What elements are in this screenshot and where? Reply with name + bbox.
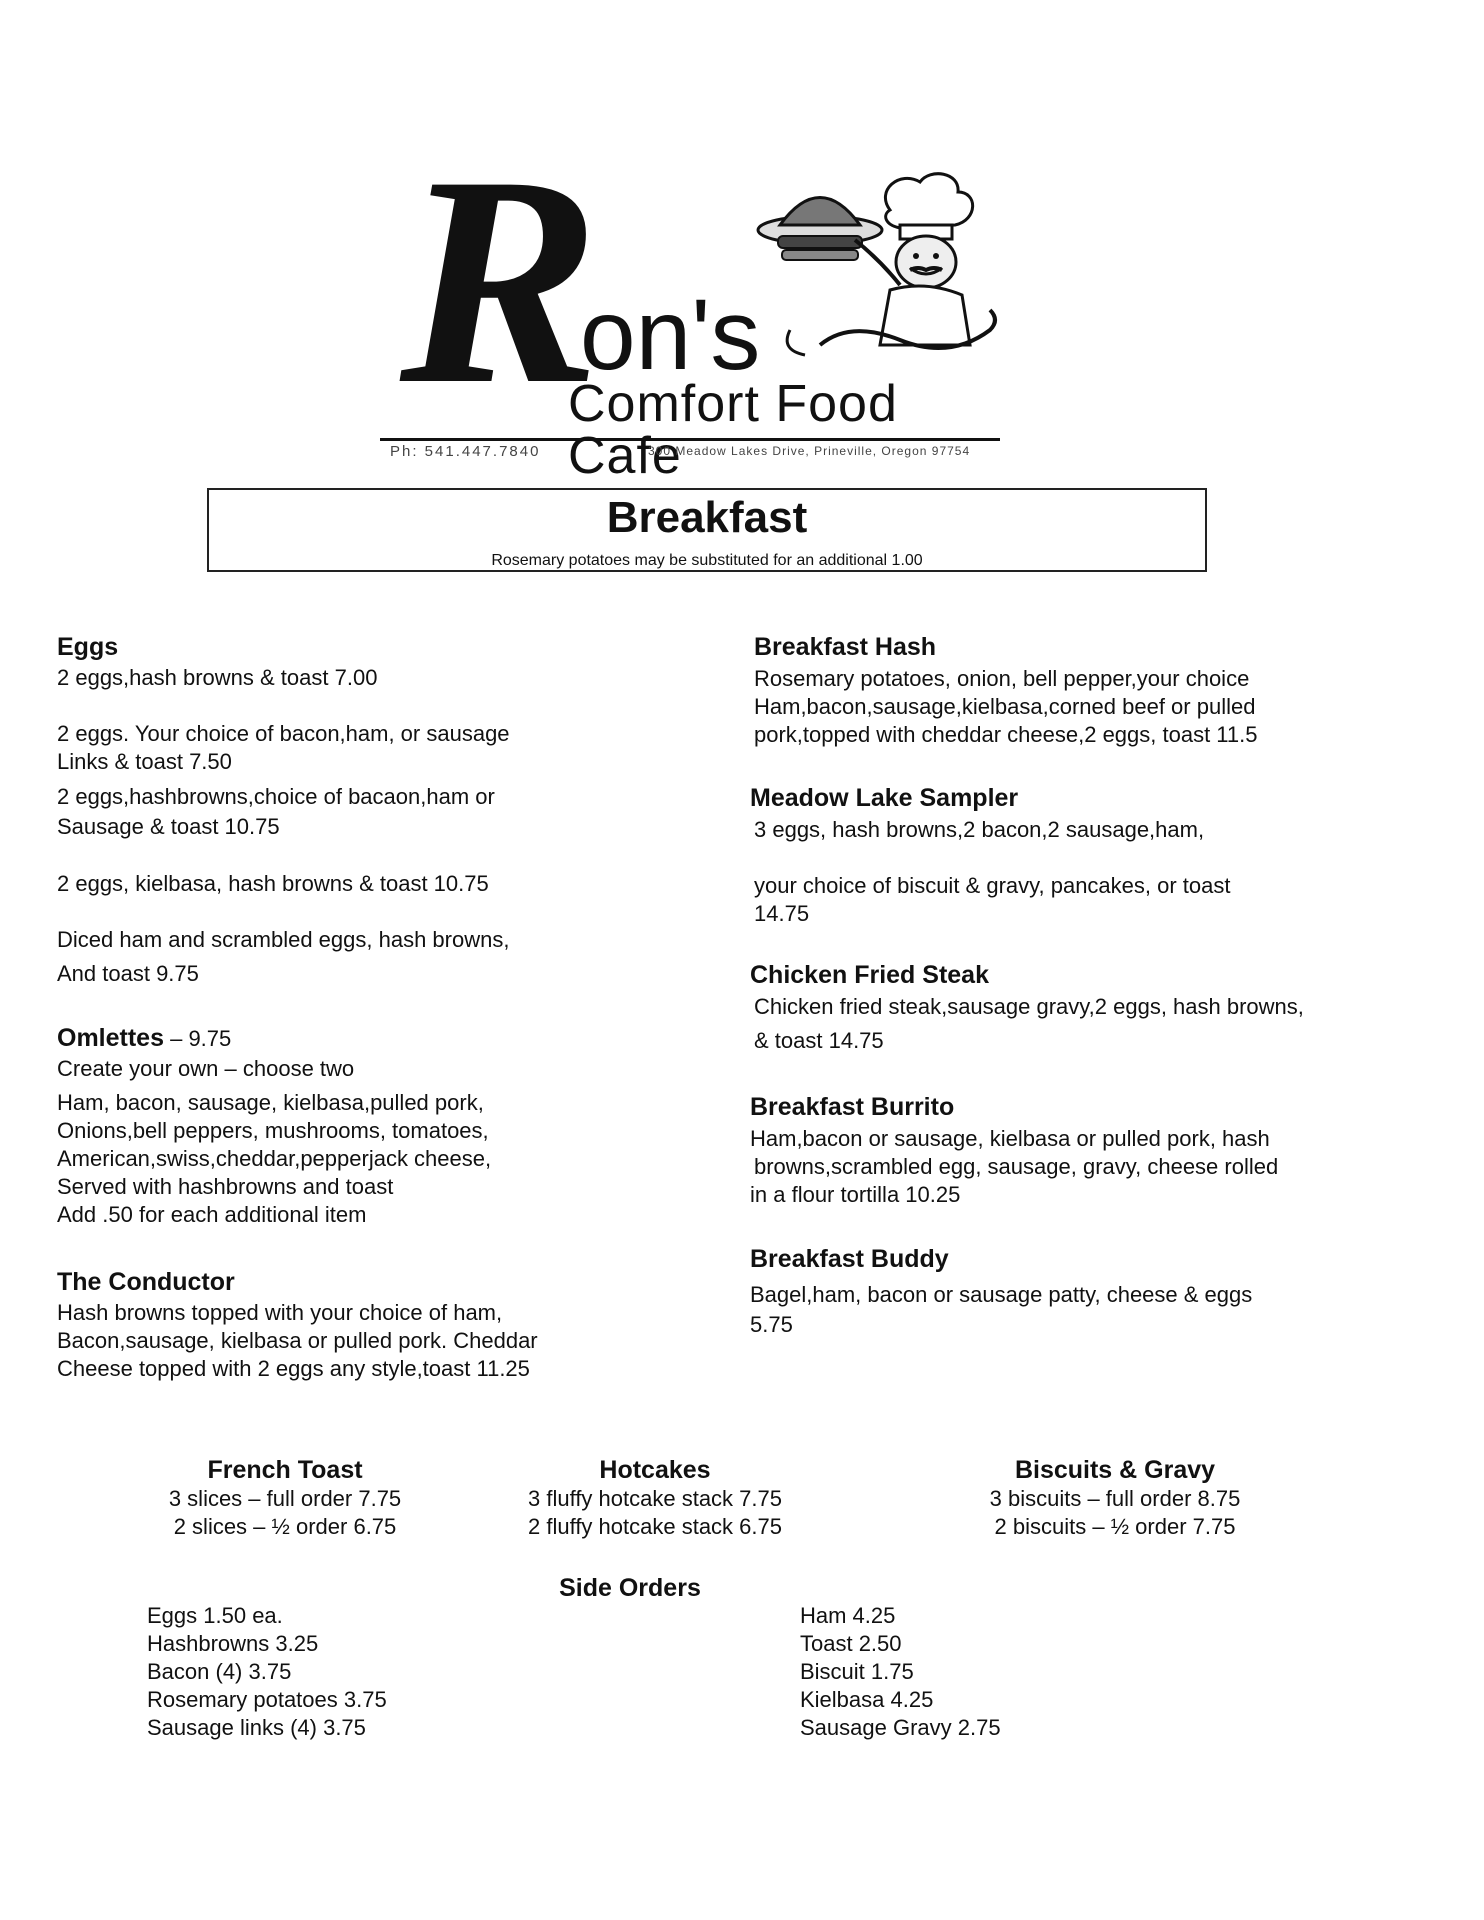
side-item: Toast 2.50 <box>800 1631 902 1656</box>
eggs-line: Diced ham and scrambled eggs, hash browns, <box>57 927 510 952</box>
eggs-title: Eggs <box>57 633 119 661</box>
page-title: Breakfast <box>606 493 808 542</box>
omelettes-line: Create your own – choose two <box>57 1056 355 1081</box>
hash-line: Rosemary potatoes, onion, bell pepper,your choice <box>754 666 1250 691</box>
eggs-line: 2 eggs,hashbrowns,choice of bacaon,ham or <box>57 784 495 809</box>
hotcakes-line: 3 fluffy hotcake stack 7.75 <box>528 1486 782 1511</box>
logo-ons: on's <box>580 279 761 391</box>
steak-line: & toast 14.75 <box>754 1028 884 1053</box>
conductor-line: Bacon,sausage, kielbasa or pulled pork. Cheddar <box>57 1328 538 1353</box>
french-toast-title: French Toast <box>207 1456 363 1484</box>
sampler-line: your choice of biscuit & gravy, pancakes, or toast <box>754 873 1231 898</box>
hotcakes-title: Hotcakes <box>599 1456 711 1484</box>
side-item: Sausage links (4) 3.75 <box>147 1715 366 1740</box>
burrito-line: browns,scrambled egg, sausage, gravy, cheese rolled <box>754 1154 1279 1179</box>
eggs-line: 2 eggs,hash browns & toast 7.00 <box>57 665 378 690</box>
hash-line: Ham,bacon,sausage,kielbasa,corned beef or pulled <box>754 694 1256 719</box>
logo <box>380 114 1020 485</box>
omelettes-line: Served with hashbrowns and toast <box>57 1174 394 1199</box>
omelettes-title <box>57 1023 231 1054</box>
conductor-line: Cheese topped with 2 eggs any style,toast 11.25 <box>57 1356 530 1381</box>
buddy-title: Breakfast Buddy <box>750 1245 949 1273</box>
biscuits-line: 3 biscuits – full order 8.75 <box>989 1486 1241 1511</box>
omelettes-title-text: Omlettes <box>57 1024 164 1052</box>
sampler-title: Meadow Lake Sampler <box>750 784 1019 812</box>
logo-subtitle: Comfort Food Cafe <box>568 375 898 485</box>
conductor-line: Hash browns topped with your choice of ham, <box>57 1300 503 1325</box>
eggs-line: 2 eggs, kielbasa, hash browns & toast 10.75 <box>57 871 489 896</box>
conductor-title: The Conductor <box>57 1268 235 1296</box>
biscuits-line: 2 biscuits – ½ order 7.75 <box>994 1514 1236 1539</box>
sampler-line: 14.75 <box>754 901 810 926</box>
french-toast-block <box>130 1455 440 1541</box>
omelettes-price: – 9.75 <box>163 1026 232 1051</box>
side-orders-left <box>147 1602 387 1742</box>
breakfast-header-box <box>207 488 1207 572</box>
eggs-line: Links & toast 7.50 <box>57 749 232 774</box>
side-item: Eggs 1.50 ea. <box>147 1603 283 1628</box>
eggs-line: Sausage & toast 10.75 <box>57 814 280 839</box>
header-note: Rosemary potatoes may be substituted for an additional 1.00 <box>491 552 923 569</box>
logo-phone: Ph: 541.447.7840 <box>390 443 541 460</box>
omelettes-line: Ham, bacon, sausage, kielbasa,pulled pork, <box>57 1090 484 1115</box>
logo-address: 300 Meadow Lakes Drive, Prineville, Oregon 97754 <box>648 444 971 458</box>
side-item: Bacon (4) 3.75 <box>147 1659 292 1684</box>
steak-line: Chicken fried steak,sausage gravy,2 eggs, hash browns, <box>754 994 1304 1019</box>
hotcakes-line: 2 fluffy hotcake stack 6.75 <box>528 1514 782 1539</box>
sampler-line: 3 eggs, hash browns,2 bacon,2 sausage,ham, <box>754 817 1205 842</box>
side-item: Rosemary potatoes 3.75 <box>147 1687 387 1712</box>
buddy-line: 5.75 <box>750 1312 793 1337</box>
hotcakes-block <box>500 1455 810 1541</box>
omelettes-line: Onions,bell peppers, mushrooms, tomatoes, <box>57 1118 489 1143</box>
eggs-line: And toast 9.75 <box>57 961 199 986</box>
omelettes-line: American,swiss,cheddar,pepperjack cheese, <box>57 1146 492 1171</box>
buddy-line: Bagel,ham, bacon or sausage patty, cheese & eggs <box>750 1282 1253 1307</box>
side-orders-title: Side Orders <box>559 1574 701 1602</box>
burrito-line: Ham,bacon or sausage, kielbasa or pulled pork, hash <box>750 1126 1270 1151</box>
side-orders-right <box>800 1602 1001 1742</box>
french-toast-line: 2 slices – ½ order 6.75 <box>173 1514 397 1539</box>
hash-title: Breakfast Hash <box>754 633 937 661</box>
hash-line: pork,topped with cheddar cheese,2 eggs, toast 11.5 <box>754 722 1258 747</box>
side-item: Hashbrowns 3.25 <box>147 1631 319 1656</box>
logo-r-letter: R <box>400 114 601 446</box>
biscuits-block <box>945 1455 1285 1541</box>
omelettes-line: Add .50 for each additional item <box>57 1202 367 1227</box>
french-toast-line: 3 slices – full order 7.75 <box>168 1486 402 1511</box>
burrito-title: Breakfast Burrito <box>750 1093 955 1121</box>
side-item: Sausage Gravy 2.75 <box>800 1715 1001 1740</box>
chef-icon <box>750 170 1000 380</box>
burrito-line: in a flour tortilla 10.25 <box>750 1182 961 1207</box>
steak-title: Chicken Fried Steak <box>750 961 989 989</box>
eggs-line: 2 eggs. Your choice of bacon,ham, or sausage <box>57 721 510 746</box>
side-item: Biscuit 1.75 <box>800 1659 914 1684</box>
logo-rule <box>380 438 1000 441</box>
side-item: Kielbasa 4.25 <box>800 1687 934 1712</box>
side-item: Ham 4.25 <box>800 1603 896 1628</box>
biscuits-title: Biscuits & Gravy <box>1014 1456 1216 1484</box>
